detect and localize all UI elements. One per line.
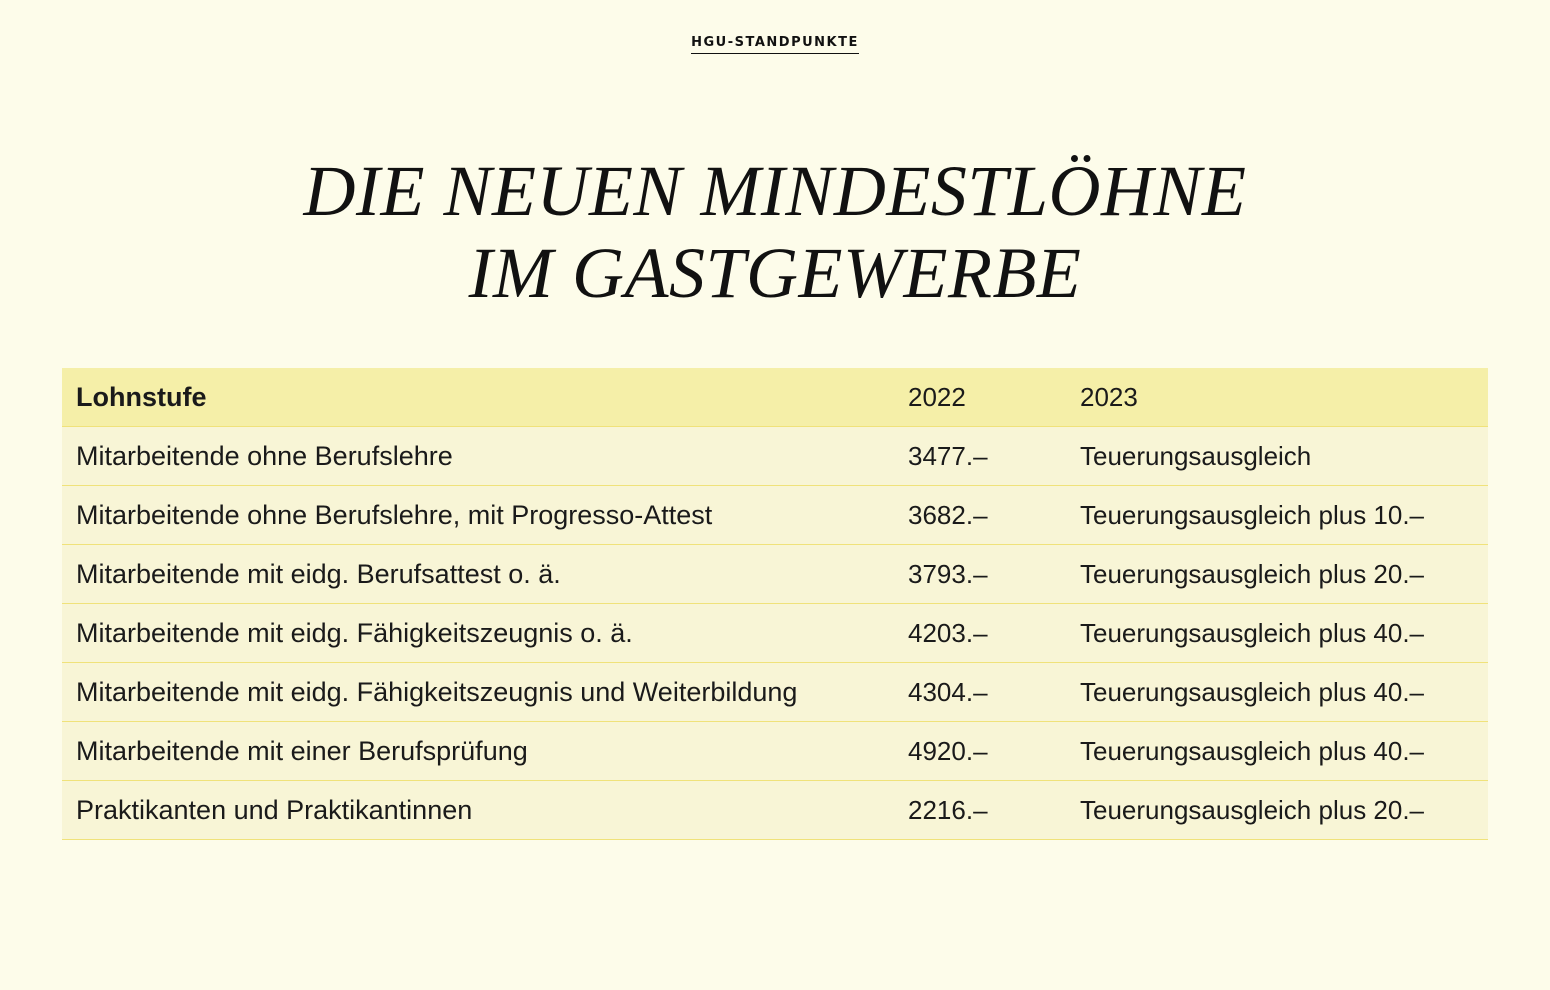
cell-lohnstufe: Mitarbeitende mit eidg. Berufsattest o. ä.: [76, 558, 561, 589]
title-line-1: DIE NEUEN MINDESTLÖHNE: [303, 151, 1247, 231]
table-row: [62, 604, 1488, 663]
cell-lohnstufe: Mitarbeitende ohne Berufslehre, mit Progresso-Attest: [76, 499, 713, 530]
kicker-label: [0, 33, 1550, 54]
table-row: [62, 486, 1488, 545]
table-row: [62, 781, 1488, 840]
cell-2022: 4203.–: [908, 617, 988, 648]
cell-lohnstufe: Mitarbeitende mit einer Berufsprüfung: [76, 735, 528, 766]
kicker-text: HGU-STANDPUNKTE: [691, 35, 859, 54]
cell-2022: 4920.–: [908, 735, 988, 766]
cell-2022: 2216.–: [908, 794, 988, 825]
cell-lohnstufe: Praktikanten und Praktikantinnen: [76, 794, 473, 825]
cell-2022: 3477.–: [908, 440, 988, 471]
wage-table: [62, 368, 1488, 840]
table-row: [62, 427, 1488, 486]
cell-lohnstufe: Mitarbeitende mit eidg. Fähigkeitszeugnis o. ä.: [76, 617, 633, 648]
cell-lohnstufe: Mitarbeitende mit eidg. Fähigkeitszeugnis und Weiterbildung: [76, 676, 798, 707]
table-row: [62, 663, 1488, 722]
cell-lohnstufe: Mitarbeitende ohne Berufslehre: [76, 440, 453, 471]
cell-2022: 3793.–: [908, 558, 988, 589]
header-lohnstufe: Lohnstufe: [76, 381, 207, 412]
title-line-2: IM GASTGEWERBE: [468, 233, 1082, 313]
table-header-row: [62, 368, 1488, 427]
cell-2023: Teuerungsausgleich plus 20.–: [1080, 558, 1425, 589]
table-row: [62, 722, 1488, 781]
cell-2023: Teuerungsausgleich plus 10.–: [1080, 499, 1425, 530]
table-row: [62, 545, 1488, 604]
page-title: [0, 150, 1550, 314]
cell-2023: Teuerungsausgleich: [1080, 440, 1312, 471]
cell-2022: 3682.–: [908, 499, 988, 530]
header-2023: 2023: [1080, 381, 1138, 412]
cell-2023: Teuerungsausgleich plus 40.–: [1080, 676, 1425, 707]
cell-2023: Teuerungsausgleich plus 40.–: [1080, 617, 1425, 648]
cell-2022: 4304.–: [908, 676, 988, 707]
header-2022: 2022: [908, 381, 966, 412]
cell-2023: Teuerungsausgleich plus 20.–: [1080, 794, 1425, 825]
cell-2023: Teuerungsausgleich plus 40.–: [1080, 735, 1425, 766]
